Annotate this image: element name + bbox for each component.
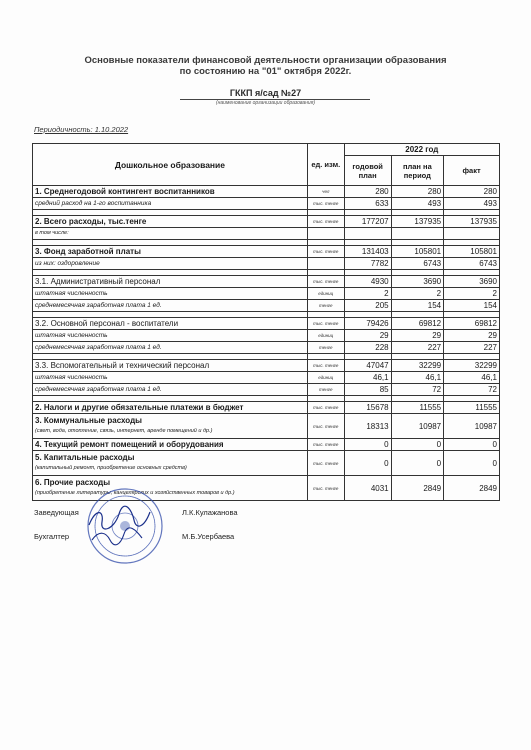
table-row (33, 186, 500, 198)
row-plan-period: 46,1 (391, 372, 444, 384)
table-row (33, 216, 500, 228)
signature-scribble (84, 500, 154, 550)
table-row (33, 318, 500, 330)
row-fact: 6743 (444, 258, 500, 270)
row-plan-period: 227 (391, 342, 444, 354)
row-plan-period: 0 (391, 439, 444, 451)
accountant-name: М.Б.Усербаева (182, 532, 235, 541)
row-plan-year: 29 (344, 330, 391, 342)
row-plan-year: 47047 (344, 360, 391, 372)
row-name (33, 414, 308, 439)
row-name: 1. Среднегодовой контингент воспитанников (33, 186, 308, 198)
row-fact: 280 (444, 186, 500, 198)
row-title: 5. Капитальные расходы (35, 453, 135, 462)
row-name: среднемесячная заработная плата 1 ед. (33, 342, 308, 354)
header-fact: факт (444, 156, 500, 186)
row-plan-year (344, 228, 391, 240)
row-plan-period: 29 (391, 330, 444, 342)
row-fact: 105801 (444, 246, 500, 258)
row-plan-period: 105801 (391, 246, 444, 258)
row-fact: 2 (444, 288, 500, 300)
row-plan-period: 11555 (391, 402, 444, 414)
organization-caption: (наименование организации образования) (215, 100, 316, 106)
row-name (33, 476, 308, 501)
row-unit: тыс. тенге (307, 360, 344, 372)
table-row (33, 228, 500, 240)
header-plan-period: план на период (391, 156, 444, 186)
row-unit: тыс. тенге (307, 439, 344, 451)
table-row (33, 246, 500, 258)
row-unit: тыс. тенге (307, 276, 344, 288)
row-plan-year: 633 (344, 198, 391, 210)
row-fact: 0 (444, 451, 500, 476)
row-name: штатная численность (33, 372, 308, 384)
row-unit: чел (307, 186, 344, 198)
row-plan-year: 2 (344, 288, 391, 300)
row-unit: единиц (307, 372, 344, 384)
row-title: 6. Прочие расходы (35, 478, 111, 487)
row-fact: 10987 (444, 414, 500, 439)
row-plan-year: 4031 (344, 476, 391, 501)
table-row (33, 360, 500, 372)
row-plan-period: 2 (391, 288, 444, 300)
row-plan-period: 280 (391, 186, 444, 198)
row-plan-period: 154 (391, 300, 444, 312)
row-name: 2. Налоги и другие обязательные платежи в бюджет (33, 402, 308, 414)
row-name: средний расход на 1-го воспитанника (33, 198, 308, 210)
row-fact: 227 (444, 342, 500, 354)
row-plan-year: 7782 (344, 258, 391, 270)
row-plan-year: 18313 (344, 414, 391, 439)
row-name: 3.3. Вспомогательный и технический персонал (33, 360, 308, 372)
row-plan-period: 493 (391, 198, 444, 210)
row-plan-year: 46,1 (344, 372, 391, 384)
financial-indicators-table (32, 143, 500, 501)
row-fact: 69812 (444, 318, 500, 330)
row-name: в том числе: (33, 228, 308, 240)
report-title-line1: Основные показатели финансовой деятельности организации образования (84, 55, 447, 66)
row-fact: 11555 (444, 402, 500, 414)
row-fact: 32299 (444, 360, 500, 372)
row-plan-year: 228 (344, 342, 391, 354)
row-unit: тыс. тенге (307, 246, 344, 258)
table-row (33, 288, 500, 300)
row-name: 3.2. Основной персонал - воспитатели (33, 318, 308, 330)
row-name: штатная численность (33, 330, 308, 342)
row-title: 3. Коммунальные расходы (35, 416, 142, 425)
row-fact: 2849 (444, 476, 500, 501)
table-row (33, 372, 500, 384)
organization-name: ГККП я/сад №27 (229, 88, 302, 98)
row-plan-period: 6743 (391, 258, 444, 270)
row-unit (307, 258, 344, 270)
row-plan-period (391, 228, 444, 240)
table-row (33, 384, 500, 396)
row-unit: единиц (307, 288, 344, 300)
row-name: среднемесячная заработная плата 1 ед. (33, 300, 308, 312)
row-plan-year: 4930 (344, 276, 391, 288)
row-plan-period: 32299 (391, 360, 444, 372)
header-year: 2022 год (344, 144, 499, 156)
row-plan-year: 79426 (344, 318, 391, 330)
row-unit: тыс. тенге (307, 216, 344, 228)
row-fact: 3690 (444, 276, 500, 288)
row-unit: тыс. тенге (307, 318, 344, 330)
row-plan-period: 0 (391, 451, 444, 476)
row-subtitle: (свет, вода, отопление, связь, интернет, аренде помещений и др.) (35, 428, 213, 434)
head-name: Л.К.Кулажанова (182, 508, 238, 517)
row-fact: 137935 (444, 216, 500, 228)
row-subtitle: (капитальный ремонт, приобретение основных средств) (35, 465, 187, 471)
row-plan-year: 131403 (344, 246, 391, 258)
row-name: 4. Текущий ремонт помещений и оборудования (33, 439, 308, 451)
row-plan-year: 280 (344, 186, 391, 198)
table-row (33, 439, 500, 451)
table-row (33, 414, 500, 439)
row-fact: 46,1 (444, 372, 500, 384)
row-plan-year: 15678 (344, 402, 391, 414)
row-plan-year: 0 (344, 439, 391, 451)
report-title-line2: по состоянию на "01" октября 2022г. (179, 66, 352, 77)
row-plan-year: 177207 (344, 216, 391, 228)
row-fact (444, 228, 500, 240)
row-plan-period: 3690 (391, 276, 444, 288)
table-row (33, 300, 500, 312)
row-name (33, 451, 308, 476)
row-subtitle: (приобретение литературы, канцелярских и хозяйственных товаров и др.) (35, 490, 235, 496)
row-unit: тенге (307, 300, 344, 312)
row-unit: единиц (307, 330, 344, 342)
table-row (33, 276, 500, 288)
row-unit: тенге (307, 342, 344, 354)
row-fact: 154 (444, 300, 500, 312)
row-unit: тенге (307, 384, 344, 396)
table-row (33, 342, 500, 354)
row-plan-year: 85 (344, 384, 391, 396)
periodicity-label: Периодичность: 1.10.2022 (34, 125, 129, 134)
row-fact: 72 (444, 384, 500, 396)
table-row (33, 451, 500, 476)
row-name: среднемесячная заработная плата 1 ед. (33, 384, 308, 396)
head-label: Заведующая (34, 508, 79, 517)
row-unit: тыс. тенге (307, 476, 344, 501)
table-row (33, 258, 500, 270)
table-row (33, 402, 500, 414)
row-fact: 0 (444, 439, 500, 451)
accountant-label: Бухгалтер (34, 532, 70, 541)
row-plan-year: 0 (344, 451, 391, 476)
row-name: 3. Фонд заработной платы (33, 246, 308, 258)
row-fact: 493 (444, 198, 500, 210)
header-plan-year: годовой план (344, 156, 391, 186)
row-name: 3.1. Административный персонал (33, 276, 308, 288)
row-name: штатная численность (33, 288, 308, 300)
header-name: Дошкольное образование (33, 144, 308, 186)
row-name: 2. Всего расходы, тыс.тенге (33, 216, 308, 228)
row-unit: тыс. тенге (307, 451, 344, 476)
row-plan-year: 205 (344, 300, 391, 312)
row-name: из них: оздоровление (33, 258, 308, 270)
header-unit: ед. изм. (307, 144, 344, 186)
row-unit (307, 228, 344, 240)
row-plan-period: 72 (391, 384, 444, 396)
row-fact: 29 (444, 330, 500, 342)
row-plan-period: 137935 (391, 216, 444, 228)
row-unit: тыс. тенге (307, 198, 344, 210)
table-row (33, 330, 500, 342)
table-row (33, 198, 500, 210)
row-unit: тыс. тенге (307, 402, 344, 414)
row-plan-period: 69812 (391, 318, 444, 330)
row-unit: тыс. тенге (307, 414, 344, 439)
row-plan-period: 2849 (391, 476, 444, 501)
row-plan-period: 10987 (391, 414, 444, 439)
